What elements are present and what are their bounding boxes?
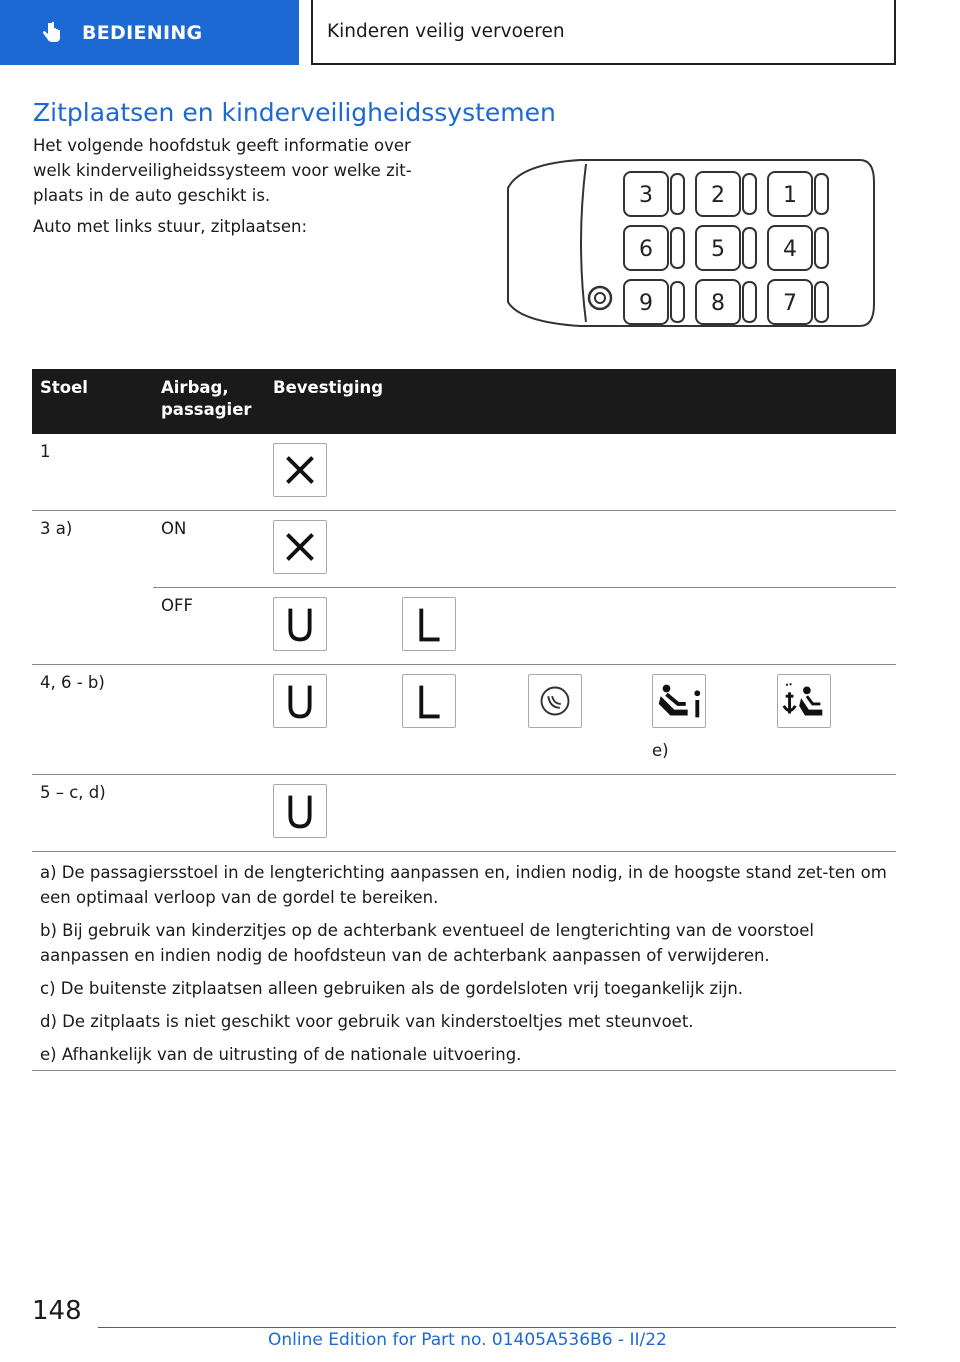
seat-backrest bbox=[743, 282, 756, 322]
table-row bbox=[32, 775, 896, 852]
seat-cell: 4, 6 - b) bbox=[40, 673, 105, 692]
header-mounting: Bevestiging bbox=[273, 378, 384, 397]
divider bbox=[32, 1070, 896, 1071]
child-seat-i-icon bbox=[652, 674, 706, 728]
cross-icon bbox=[273, 520, 327, 574]
seat-number: 7 bbox=[783, 291, 797, 316]
footnote-d: d) De zitplaats is niet geschikt voor gebruik van kinderstoeltjes met steunvoet. bbox=[40, 1012, 694, 1031]
steering-wheel-icon bbox=[589, 287, 611, 309]
isofix-icon bbox=[528, 674, 582, 728]
l-icon bbox=[402, 674, 456, 728]
seat-backrest bbox=[671, 228, 684, 268]
page-number: 148 bbox=[32, 1296, 82, 1326]
seat-number: 2 bbox=[711, 183, 725, 208]
seat-number: 4 bbox=[783, 237, 797, 262]
footnote-b: b) Bij gebruik van kinderzitjes op de achterbank eventueel de lengterichting van de voorstoel aanpassen en indien nodig de hoofdsteun van de achterbank aanpassen of verwijderen. bbox=[40, 921, 815, 965]
footnotes bbox=[40, 860, 890, 1075]
table-row bbox=[32, 511, 896, 588]
airbag-cell: ON bbox=[161, 519, 187, 538]
hand-pointer-icon bbox=[38, 20, 64, 46]
seat-number: 9 bbox=[639, 291, 653, 316]
intro-subtitle: Auto met links stuur, zitplaatsen: bbox=[33, 217, 307, 236]
l-icon bbox=[402, 597, 456, 651]
header-seat: Stoel bbox=[40, 378, 88, 397]
seat-cell: 3 a) bbox=[40, 519, 73, 538]
child-seat-table bbox=[32, 369, 896, 852]
table-header bbox=[32, 369, 896, 434]
u-icon bbox=[273, 784, 327, 838]
section-label: BEDIENING bbox=[82, 21, 203, 44]
seat-backrest bbox=[671, 174, 684, 214]
seat-number: 8 bbox=[711, 291, 725, 316]
seat-backrest bbox=[815, 228, 828, 268]
header-airbag: Airbag, passagier bbox=[161, 378, 252, 419]
edition-note: Online Edition for Part no. 01405A536B6 - II/22 bbox=[268, 1330, 667, 1350]
seat-backrest bbox=[815, 174, 828, 214]
seat-number: 6 bbox=[639, 237, 653, 262]
u-icon bbox=[273, 597, 327, 651]
seat-number: 3 bbox=[639, 183, 653, 208]
seat-backrest bbox=[671, 282, 684, 322]
table-row bbox=[32, 665, 896, 775]
seat-number: 5 bbox=[711, 237, 725, 262]
seat-backrest bbox=[743, 228, 756, 268]
child-seat-anchor-icon bbox=[777, 674, 831, 728]
page-title: Zitplaatsen en kinderveiligheidssystemen bbox=[33, 98, 556, 127]
seat-cell: 1 bbox=[40, 442, 51, 461]
table-row bbox=[32, 588, 896, 665]
seat-layout-diagram bbox=[500, 152, 880, 334]
chapter-title: Kinderen veilig vervoeren bbox=[327, 21, 565, 42]
seat-backrest bbox=[743, 174, 756, 214]
cross-icon bbox=[273, 443, 327, 497]
u-icon bbox=[273, 674, 327, 728]
footer-divider bbox=[98, 1327, 896, 1328]
airbag-cell: OFF bbox=[161, 596, 193, 615]
intro-paragraph: Het volgende hoofdstuk geeft informatie over welk kinderveiligheidssysteem voor welke zit-plaats in de auto geschikt is. bbox=[33, 136, 412, 205]
footnote-a: a) De passagiersstoel in de lengterichting aanpassen en, indien nodig, in de hoogste stand zet-ten om een optimaal verloop van de gordel te bereiken. bbox=[40, 863, 887, 907]
section-tab[interactable] bbox=[0, 0, 299, 65]
seat-backrest bbox=[815, 282, 828, 322]
chapter-header bbox=[311, 0, 896, 65]
footnote-c: c) De buitenste zitplaatsen alleen gebruiken als de gordelsloten vrij toegankelijk zijn. bbox=[40, 979, 744, 998]
icon-footnote: e) bbox=[652, 741, 669, 760]
table-row bbox=[32, 434, 896, 511]
seat-number: 1 bbox=[783, 183, 797, 208]
footnote-e: e) Afhankelijk van de uitrusting of de nationale uitvoering. bbox=[40, 1045, 522, 1064]
seat-cell: 5 – c, d) bbox=[40, 783, 106, 802]
